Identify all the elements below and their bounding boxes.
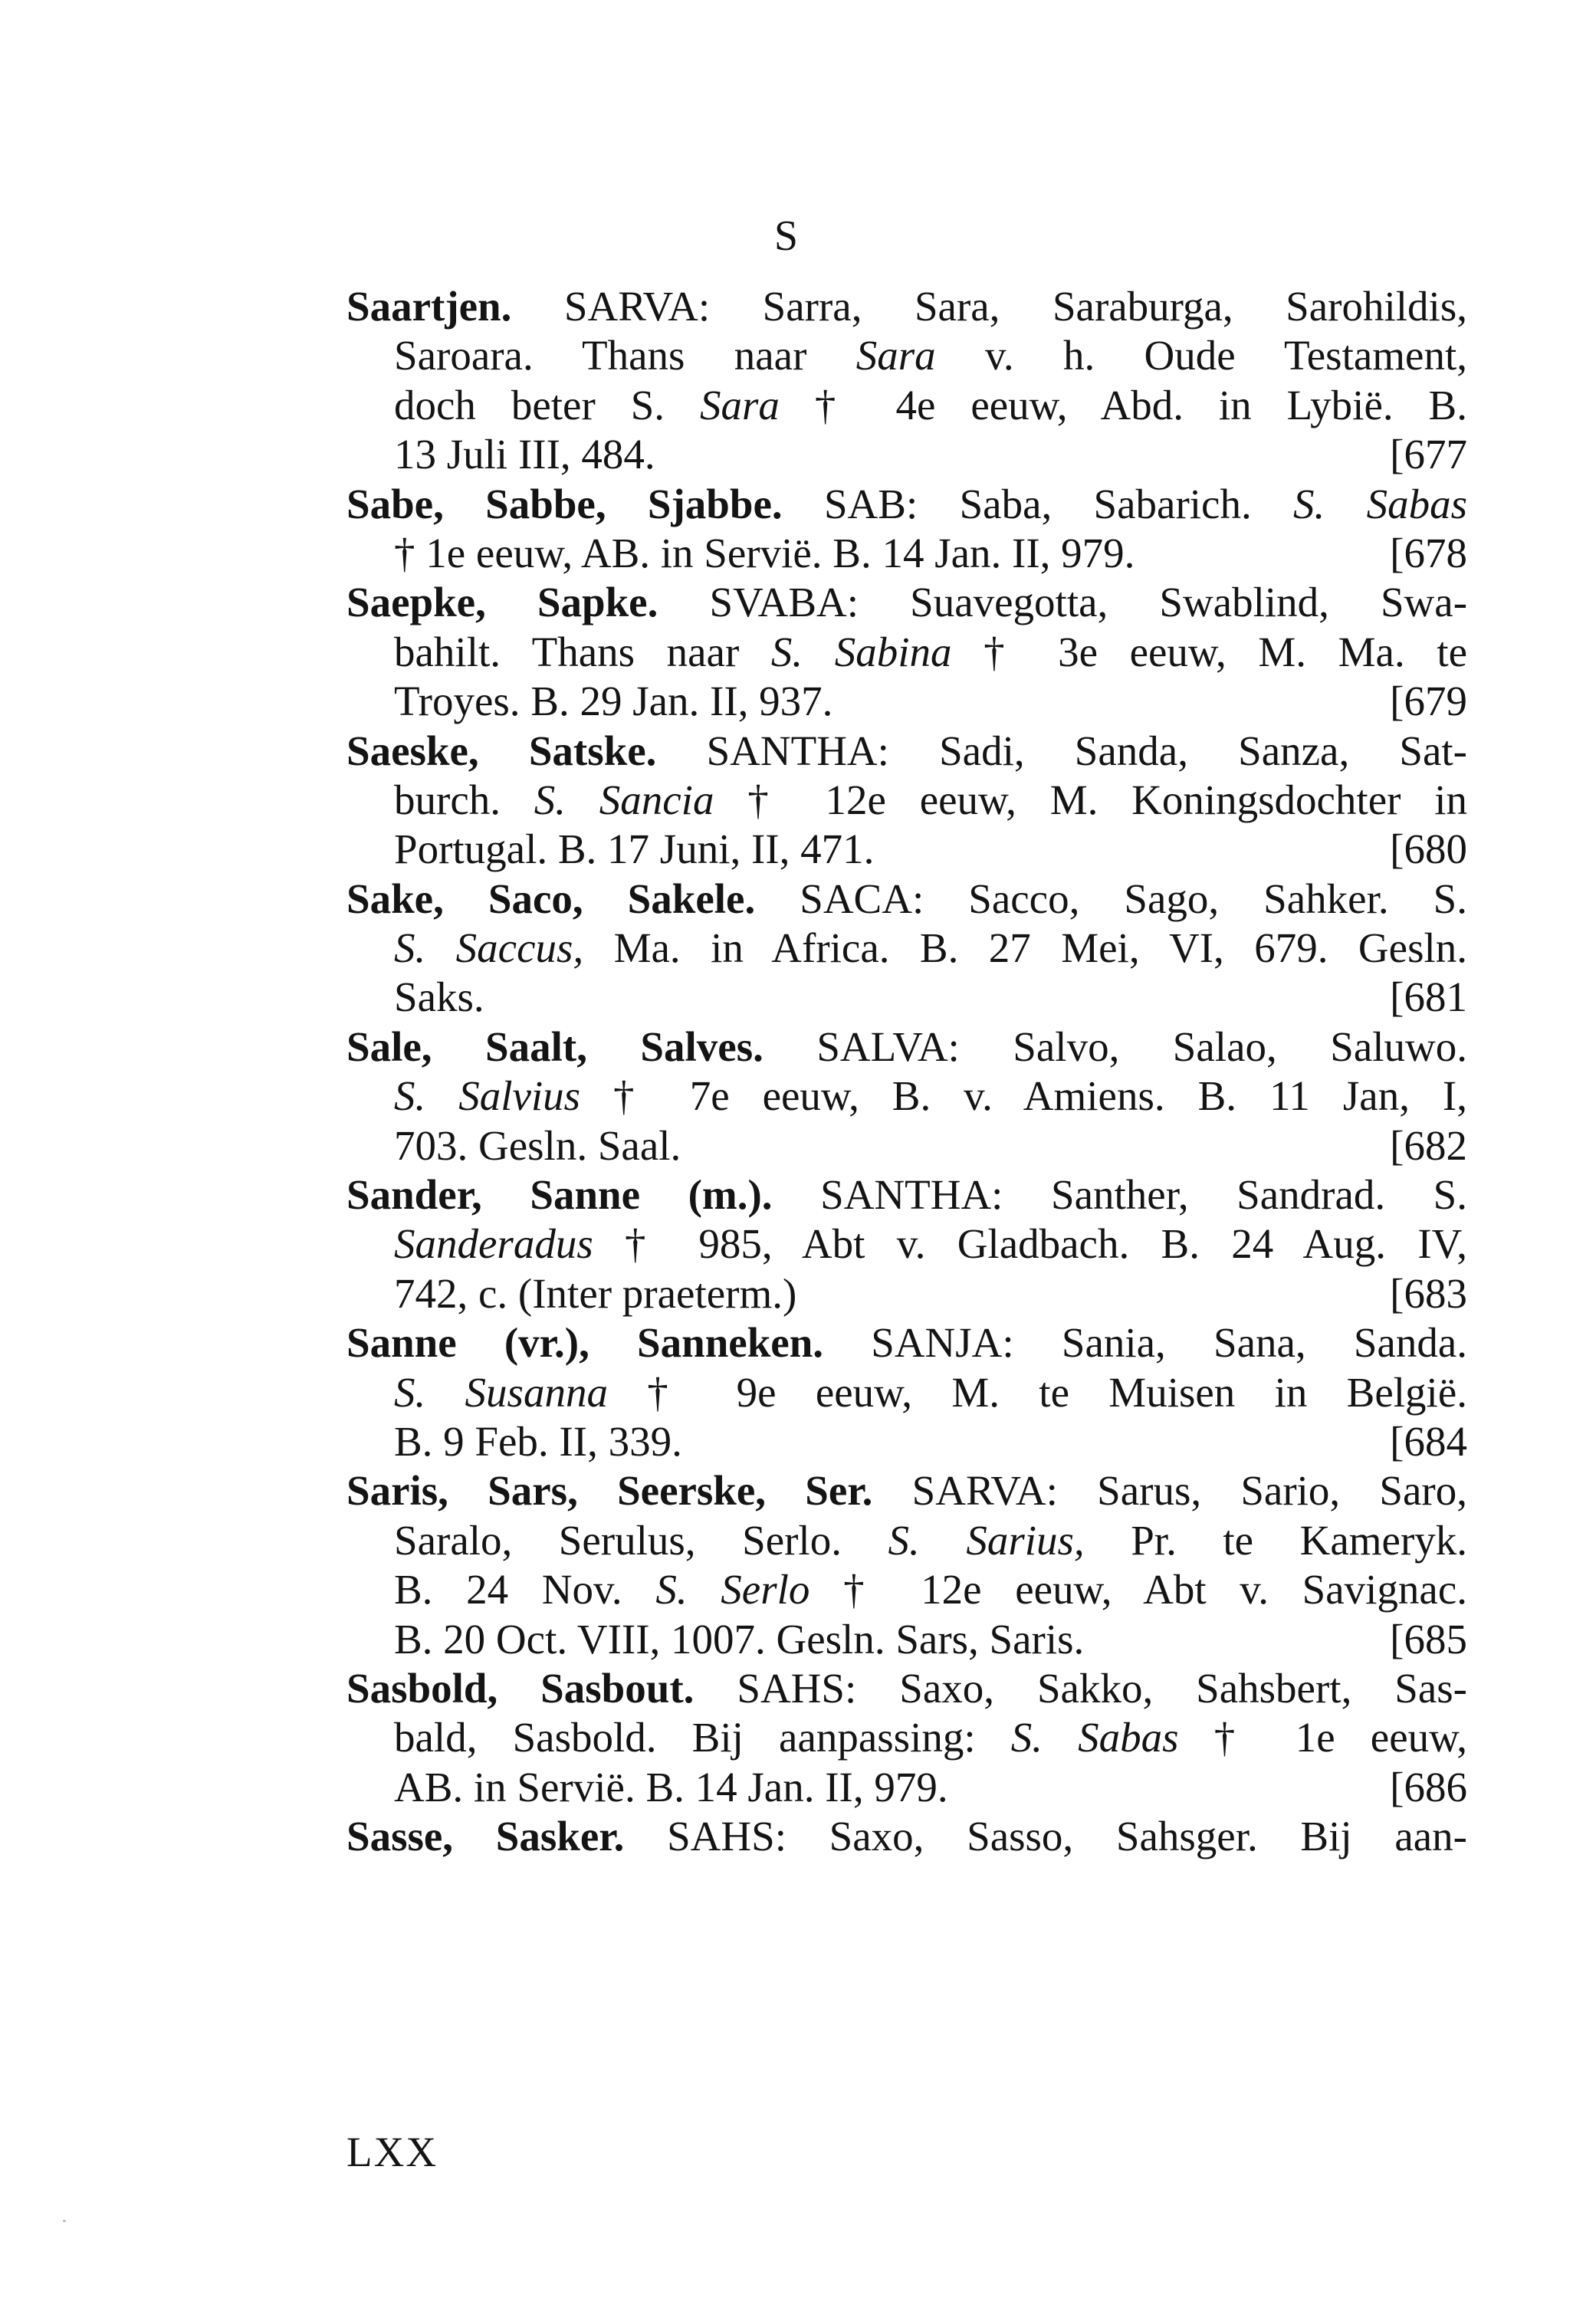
dictionary-entry — [346, 480, 1467, 579]
entry-line — [394, 677, 1467, 726]
entry-text: v. h. Oude Testament, — [935, 332, 1467, 379]
entry-line-text — [394, 1121, 681, 1170]
entry-text: AB. in Servië. B. 14 Jan. II, 979. — [394, 1763, 948, 1810]
dictionary-entry — [346, 875, 1467, 1022]
saint-name: S. Serlo — [655, 1566, 810, 1613]
entry-line-text — [346, 1813, 1467, 1860]
dictionary-entry — [346, 1170, 1467, 1318]
headword: Sake, Saco, Sakele. — [346, 875, 756, 922]
entry-line — [394, 1763, 1467, 1812]
page-number: LXX — [346, 2129, 438, 2175]
entry-line-text — [346, 875, 1467, 922]
entry-line — [346, 1664, 1468, 1713]
dictionary-entry — [346, 1664, 1467, 1812]
entry-text: SANTHA: Sadi, Sanda, Sanza, Sat- — [656, 727, 1467, 774]
entry-text: SARVA: Sarra, Sara, Saraburga, Sarohildis, — [511, 283, 1467, 330]
entry-text: SAB: Saba, Sabarich. — [782, 480, 1294, 527]
entry-line — [394, 973, 1467, 1022]
entry-text: Troyes. B. 29 Jan. II, 937. — [394, 678, 833, 725]
entry-line-text — [346, 1665, 1467, 1712]
entry-number: [679 — [1390, 678, 1467, 725]
headword: Saepke, Sapke. — [346, 579, 658, 626]
saint-name: Sara — [855, 332, 936, 379]
entry-line — [394, 924, 1467, 973]
entry-line-text — [394, 1615, 1084, 1664]
entry-line — [394, 381, 1467, 430]
entry-text: SVABA: Suavegotta, Swablind, Swa- — [658, 579, 1468, 626]
entry-text: † 7e eeuw, B. v. Amiens. B. 11 Jan, I, — [580, 1072, 1467, 1120]
saint-name: Sara — [700, 381, 780, 428]
entry-line-text — [394, 1369, 1467, 1416]
entry-line — [394, 430, 1467, 479]
section-letter: S — [773, 212, 800, 260]
entry-line-text — [394, 1072, 1467, 1119]
entry-text: Pr. te Kameryk. — [1084, 1516, 1468, 1564]
entry-line — [346, 1022, 1467, 1072]
dictionary-entry — [346, 727, 1467, 875]
entry-line — [394, 529, 1467, 578]
entry-text: 13 Juli III, 484. — [394, 431, 655, 478]
entry-text: Ma. in Africa. B. 27 Mei, VI, 679. Gesln. — [583, 924, 1467, 972]
entry-number: [685 — [1390, 1615, 1467, 1663]
entry-number: [677 — [1390, 431, 1467, 478]
entry-line — [346, 727, 1467, 776]
entry-text: † 1e eeuw, — [1178, 1714, 1468, 1761]
entry-text: † 12e eeuw, Abt v. Savignac. — [809, 1566, 1467, 1613]
entry-text: B. 9 Feb. II, 339. — [394, 1417, 682, 1465]
entry-text: SANTHA: Santher, Sandrad. S. — [772, 1171, 1467, 1219]
entry-line-text — [394, 1269, 796, 1318]
entry-line — [346, 875, 1467, 924]
entry-text: B. 20 Oct. VIII, 1007. Gesln. Sars, Saris. — [394, 1615, 1085, 1663]
headword: Sanne (vr.), Sanneken. — [346, 1319, 824, 1367]
entry-line-text — [346, 481, 1467, 527]
entry-line-text — [394, 430, 655, 479]
entry-text: † 4e eeuw, Abd. in Lybië. B. — [779, 381, 1467, 428]
entry-line — [394, 1121, 1467, 1170]
entry-text: bahilt. Thans naar — [394, 628, 771, 675]
headword: Sander, Sanne (m.). — [346, 1171, 773, 1219]
entry-line — [394, 1072, 1467, 1121]
paper-speck — [63, 2220, 66, 2222]
entry-line-text — [346, 579, 1467, 625]
entry-line — [346, 282, 1467, 331]
entry-line-text — [346, 1319, 1467, 1366]
headword: Saris, Sars, Seerske, Ser. — [346, 1467, 873, 1515]
entry-text: SARVA: Sarus, Sario, Saro, — [872, 1467, 1467, 1515]
dictionary-entry — [346, 1466, 1467, 1664]
saint-name: S. Sabas — [1293, 480, 1468, 527]
entry-text: bald, Sasbold. Bij aanpassing: — [394, 1714, 1011, 1761]
saint-name: S. Salvius — [394, 1072, 581, 1120]
entry-line — [394, 1417, 1467, 1466]
entry-line-text — [394, 332, 1467, 379]
entry-line-text — [346, 283, 1467, 330]
entry-text: † 3e eeuw, M. Ma. te — [951, 628, 1468, 675]
entry-text: † 1e eeuw, AB. in Servië. B. 14 Jan. II, 979. — [394, 529, 1135, 576]
entry-line-text — [394, 677, 832, 726]
entry-text: Saks. — [394, 973, 484, 1021]
entry-text: SAHS: Saxo, Sasso, Sahsger. Bij aan- — [624, 1813, 1468, 1860]
entry-text: doch beter S. — [394, 381, 700, 428]
entry-line-text — [394, 382, 1467, 428]
entry-text: Saralo, Serulus, Serlo. — [394, 1516, 888, 1564]
entry-line-text — [394, 973, 484, 1022]
entry-line — [394, 1219, 1467, 1269]
entry-line-text — [394, 776, 1467, 823]
entry-line — [346, 1318, 1467, 1367]
entry-line — [394, 1368, 1467, 1417]
entry-line — [394, 825, 1467, 874]
entry-line — [346, 1812, 1468, 1861]
dictionary-entry — [346, 1022, 1467, 1170]
dictionary-entry — [346, 578, 1467, 726]
dictionary-entry — [346, 282, 1467, 480]
entry-text: SAHS: Saxo, Sakko, Sahsbert, Sas- — [694, 1664, 1468, 1712]
entry-line-text — [394, 1566, 1467, 1613]
entry-line — [394, 1269, 1467, 1318]
headword: Saeske, Satske. — [346, 727, 657, 774]
entry-line — [346, 578, 1468, 627]
entry-text: Saroara. Thans naar — [394, 332, 856, 379]
entry-line-text — [346, 727, 1467, 774]
entry-line — [394, 628, 1467, 677]
entry-number: [682 — [1390, 1121, 1467, 1169]
entry-line-text — [394, 924, 1467, 971]
entry-line — [394, 1516, 1467, 1565]
entry-line — [394, 1615, 1467, 1664]
entry-line — [346, 480, 1468, 529]
entry-line-text — [394, 1763, 948, 1812]
entry-line-text — [394, 529, 1135, 578]
entry-line — [346, 1466, 1467, 1515]
entry-line-text — [394, 1417, 682, 1466]
saint-name: Sanderadus — [394, 1220, 593, 1268]
saint-name: S. Sabina — [770, 628, 952, 675]
entry-text: Portugal. B. 17 Juni, II, 471. — [394, 826, 875, 873]
entry-line-text — [394, 1220, 1467, 1267]
entry-line-text — [394, 1517, 1467, 1564]
entry-text: SACA: Sacco, Sago, Sahker. S. — [755, 875, 1467, 922]
saint-name: S. Susanna — [394, 1368, 608, 1416]
entry-line — [394, 1713, 1467, 1762]
entry-text: 703. Gesln. Saal. — [394, 1121, 681, 1169]
entry-text: B. 24 Nov. — [394, 1566, 656, 1613]
entry-text: † 985, Abt v. Gladbach. B. 24 Aug. IV, — [593, 1220, 1467, 1268]
saint-name: S. Sabas — [1010, 1714, 1179, 1761]
entry-line — [394, 331, 1467, 380]
saint-name: S. Sarius, — [888, 1516, 1085, 1564]
entry-number: [681 — [1390, 973, 1467, 1021]
headword: Saartjen. — [346, 283, 512, 330]
dictionary-entry — [346, 1812, 1467, 1861]
headword: Sasse, Sasker. — [346, 1813, 625, 1860]
saint-name: S. Saccus, — [394, 924, 584, 972]
entry-text: SALVA: Salvo, Salao, Saluwo. — [763, 1022, 1467, 1070]
entry-number: [678 — [1390, 529, 1467, 576]
headword: Sale, Saalt, Salves. — [346, 1022, 764, 1070]
entry-text: † 9e eeuw, M. te Muisen in België. — [607, 1368, 1467, 1416]
entry-number: [686 — [1390, 1763, 1467, 1810]
entry-text: burch. — [394, 776, 534, 823]
entry-line — [394, 776, 1467, 825]
entry-line-text — [346, 1023, 1467, 1070]
entry-number: [680 — [1390, 826, 1467, 873]
entry-list — [346, 282, 1467, 1862]
headword: Sasbold, Sasbout. — [346, 1664, 695, 1712]
entry-number: [684 — [1390, 1417, 1467, 1465]
entry-line-text — [346, 1171, 1467, 1218]
entry-line-text — [394, 629, 1467, 675]
entry-line — [394, 1565, 1467, 1614]
entry-line — [346, 1170, 1467, 1219]
entry-number: [683 — [1390, 1269, 1467, 1317]
entry-line-text — [394, 1714, 1467, 1761]
entry-text: 742, c. (Inter praeterm.) — [394, 1269, 797, 1317]
saint-name: S. Sancia — [534, 776, 714, 823]
entry-line-text — [394, 825, 874, 874]
entry-text: SANJA: Sania, Sana, Sanda. — [823, 1319, 1467, 1367]
headword: Sabe, Sabbe, Sjabbe. — [346, 480, 783, 527]
dictionary-entry — [346, 1318, 1467, 1466]
entry-line-text — [346, 1467, 1467, 1514]
entry-text: † 12e eeuw, M. Koningsdochter in — [714, 776, 1467, 823]
